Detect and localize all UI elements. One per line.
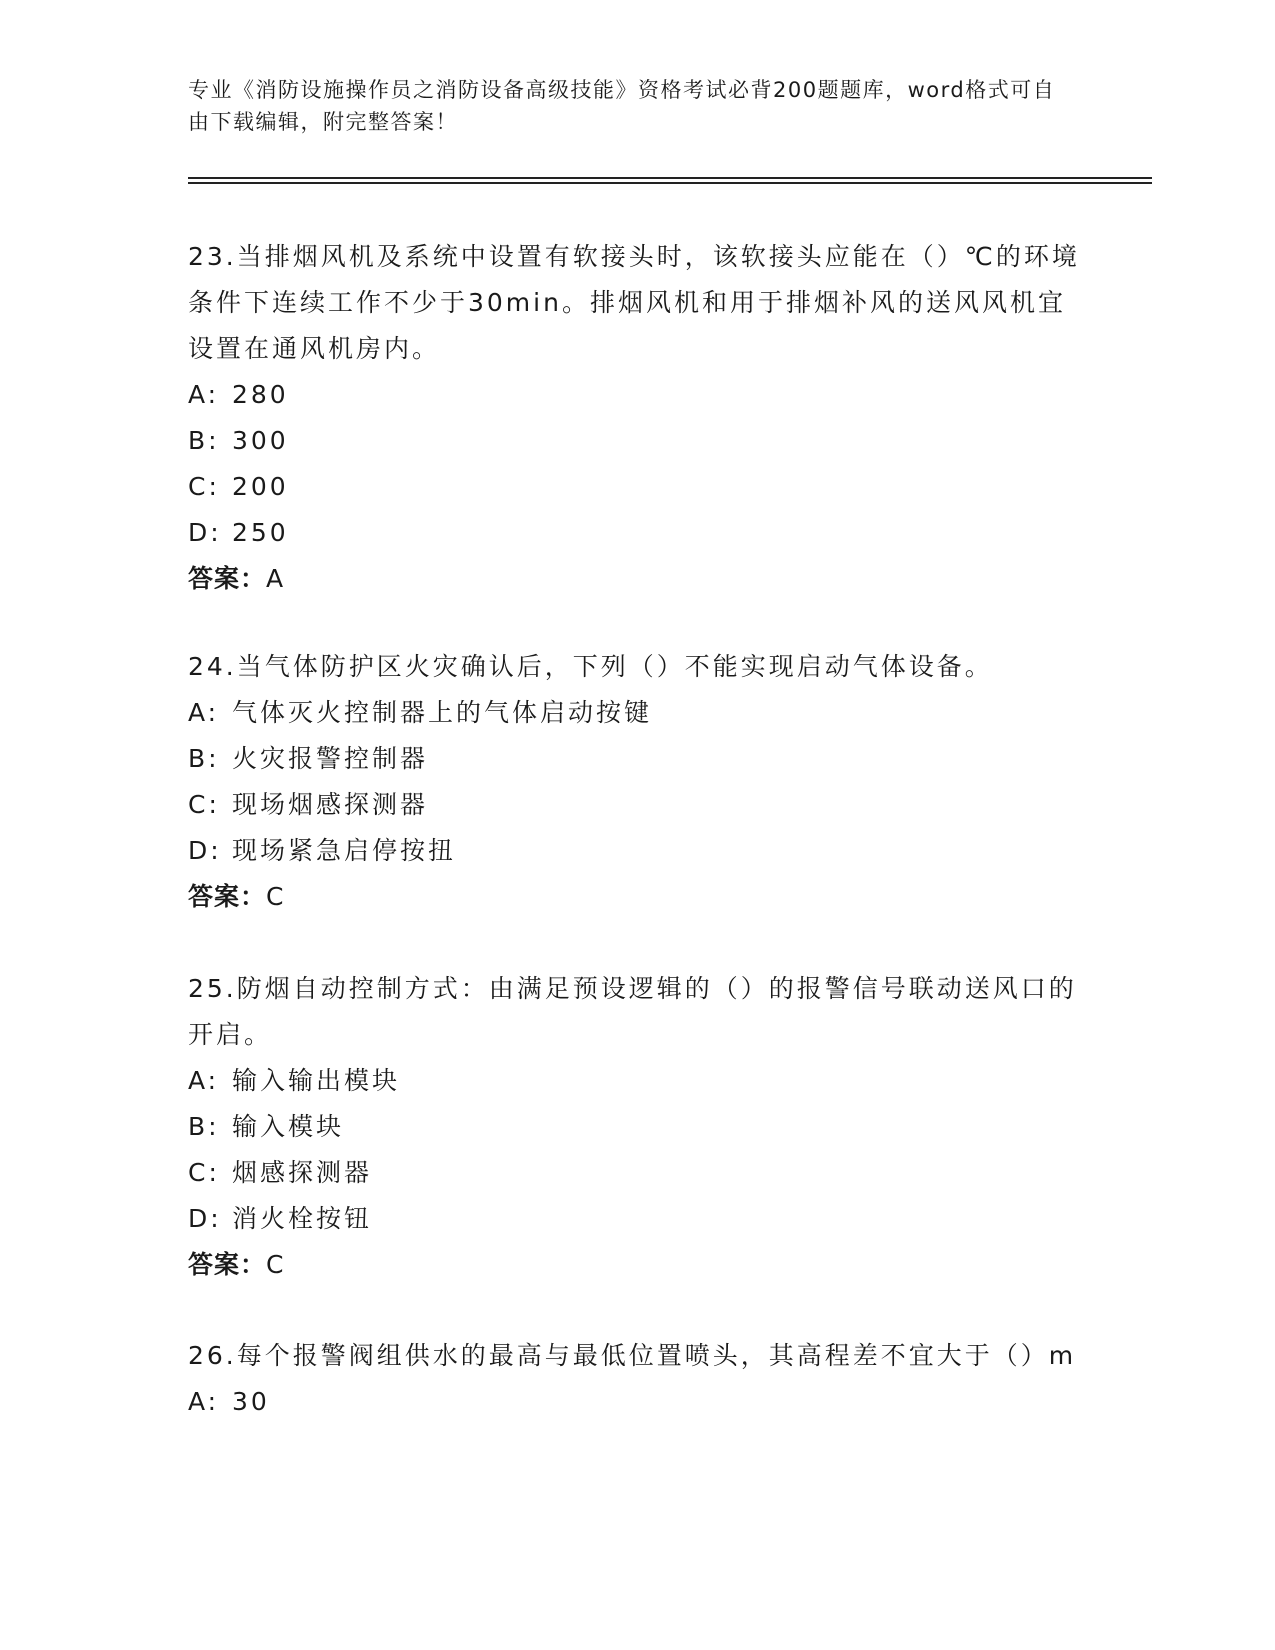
- option-c: [188, 782, 1088, 828]
- option-text: 30: [232, 1387, 270, 1416]
- option-d: [188, 510, 1088, 556]
- option-a: [188, 372, 1088, 418]
- option-a: [188, 1058, 1088, 1104]
- option-letter: D:: [188, 1204, 222, 1233]
- question-stem: 23.当排烟风机及系统中设置有软接头时，该软接头应能在（）℃的环境条件下连续工作不少于30min。排烟风机和用于排烟补风的送风风机宜设置在通风机房内。: [188, 242, 1080, 363]
- answer-label: 答案：: [188, 564, 267, 593]
- document-header: 专业《消防设施操作员之消防设备高级技能》资格考试必背200题题库，word格式可自由下载编辑，附完整答案！: [188, 78, 1056, 134]
- answer-value: A: [266, 564, 285, 593]
- question-24: [188, 644, 1088, 920]
- option-d: [188, 828, 1088, 874]
- question-26: [188, 1333, 1088, 1425]
- option-text: 消火栓按钮: [232, 1204, 373, 1233]
- option-letter: A:: [188, 698, 220, 727]
- answer-line: [188, 1242, 1088, 1288]
- option-letter: A:: [188, 1387, 220, 1416]
- option-text: 300: [232, 426, 289, 455]
- option-letter: A:: [188, 380, 220, 409]
- answer-label: 答案：: [188, 882, 267, 911]
- answer-value: C: [266, 1250, 285, 1279]
- option-text: 输入输出模块: [232, 1066, 401, 1095]
- option-text: 烟感探测器: [232, 1158, 373, 1187]
- option-b: [188, 1104, 1088, 1150]
- option-letter: D:: [188, 836, 222, 865]
- option-text: 输入模块: [232, 1112, 345, 1141]
- option-d: [188, 1196, 1088, 1242]
- answer-line: [188, 874, 1088, 920]
- header-divider-top: [188, 177, 1152, 179]
- question-stem: 26.每个报警阀组供水的最高与最低位置喷头，其高程差不宜大于（）m: [188, 1341, 1077, 1370]
- option-b: [188, 736, 1088, 782]
- question-stem: 25.防烟自动控制方式：由满足预设逻辑的（）的报警信号联动送风口的开启。: [188, 974, 1077, 1049]
- answer-label: 答案：: [188, 1250, 267, 1279]
- option-letter: C:: [188, 790, 220, 819]
- answer-value: C: [266, 882, 285, 911]
- option-letter: D:: [188, 518, 222, 547]
- option-text: 气体灭火控制器上的气体启动按键: [232, 698, 653, 727]
- option-text: 火灾报警控制器: [232, 744, 429, 773]
- option-c: [188, 1150, 1088, 1196]
- option-a: [188, 690, 1088, 736]
- option-letter: B:: [188, 744, 220, 773]
- option-letter: C:: [188, 1158, 220, 1187]
- question-25: [188, 966, 1088, 1288]
- question-stem: 24.当气体防护区火灾确认后，下列（）不能实现启动气体设备。: [188, 652, 993, 681]
- option-c: [188, 464, 1088, 510]
- option-text: 250: [232, 518, 289, 547]
- option-letter: B:: [188, 426, 220, 455]
- header-divider-bottom: [188, 182, 1152, 184]
- option-a: [188, 1379, 1088, 1425]
- option-b: [188, 418, 1088, 464]
- option-text: 200: [232, 472, 289, 501]
- option-letter: C:: [188, 472, 220, 501]
- option-text: 现场烟感探测器: [232, 790, 429, 819]
- question-23: [188, 234, 1088, 602]
- option-letter: B:: [188, 1112, 220, 1141]
- answer-line: [188, 556, 1088, 602]
- option-text: 280: [232, 380, 289, 409]
- option-text: 现场紧急启停按扭: [232, 836, 457, 865]
- option-letter: A:: [188, 1066, 220, 1095]
